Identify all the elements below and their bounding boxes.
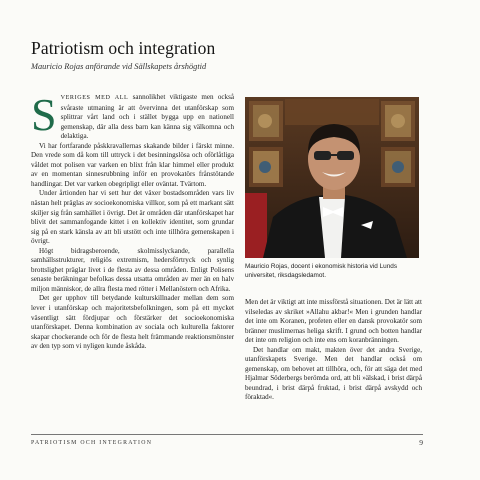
body-paragraph: Men det är viktigt att inte missförstå situationen. Det är lätt att vilseledas av skriket »Allahu akbar!« Men i grunden handlar det inte om Koranen, profeten eller en dansk provokatör som bränner muslimernas heliga skrift. I grund och botten handlar det inte om religion och inte ens om koranbränningen.	[245, 298, 422, 345]
article-subtitle: Mauricio Rojas anförande vid Sällskapets årshögtid	[31, 62, 207, 71]
body-paragraph: Under årtionden har vi sett hur det växer bostadsområden vars liv nästan helt präglas av socioekonomiska villkor, som på ett markant sätt skiljer sig från samhället i övrigt. Det är områden där utanförskapet har blivit det sammanfogande kittet i en kollektiv identitet, som grundar sig på en stark känsla av att bli utstött och inte tillhöra gemenskapen i övrigt.	[31, 189, 234, 246]
running-title: PATRIOTISM OCH INTEGRATION	[31, 440, 153, 446]
dropcap: S	[31, 89, 57, 140]
article-title: Patriotism och integration	[31, 38, 216, 58]
left-text-column	[31, 89, 235, 352]
page-number: 9	[419, 438, 423, 447]
lead-paragraph	[31, 89, 235, 142]
lead-text: sannolikhet viktigaste men också svåraste utmaning är att övervinna det utanförskap som splittrar vårt land och i stället bygga upp en nationell gemenskap, där alla dess barn kan känna sig välkomna och delaktiga.	[60, 93, 235, 141]
photo-caption: Mauricio Rojas, docent i ekonomisk historia vid Lunds universitet, riksdagsledamot.	[245, 263, 398, 279]
body-paragraph: Det handlar om makt, makten över det andra Sverige, utanförskapets Sverige. Men det handlar också om gemenskap, om behovet att tillhöra, och, för att säga det med Hjalmar Söderbergs berömda ord, att bli »älskad, i brist därpå beundrad, i brist därpå fruktad, i brist därpå avskydd och föraktad«.	[245, 345, 422, 402]
body-paragraph: Vi har fortfarande påskkravallernas skakande bilder i färskt minne. Den vrede som då kom till uttryck i det besinningslösa och oförlåtliga våldet mot polisen var varken en blixt från klar himmel eller produkt av en momentan sinnesrubbning inför en provokatörs frånstötande handlingar. Det var varken obegripligt eller oväntat. Tvärtom.	[31, 141, 234, 188]
portrait-photo	[245, 97, 419, 258]
body-paragraph: Det ger upphov till betydande kulturskillnader mellan dem som lever i utanförskap och majoritetsbefolkningen, som på ett mycket väsentligt sätt fördjupar och förstärker det socioekonomiska utanförskapet. Denna kombination av sociala och kulturella faktorer skapar chockerande och för de flesta helt främmande reaktionsmönster av den typ som vi nyligen kunde åskåda.	[31, 294, 234, 351]
lead-smallcaps: VERIGES MED ALL	[60, 95, 129, 101]
footer-divider	[31, 434, 423, 435]
portrait-image	[245, 97, 419, 258]
right-text-column	[245, 298, 422, 403]
body-paragraph: Högt bidragsberoende, skolmisslyckande, parallella samhällsstrukturer, religiös extremism, hedersförtryck och synlig brottslighet präglar livet i de flesta av dessa områden. Enligt Polisens senaste beräkningar befolkas dessa utsatta områden av mer än en halv miljon människor, de allra flesta med rötter i Mellanöstern och Afrika.	[31, 246, 234, 293]
